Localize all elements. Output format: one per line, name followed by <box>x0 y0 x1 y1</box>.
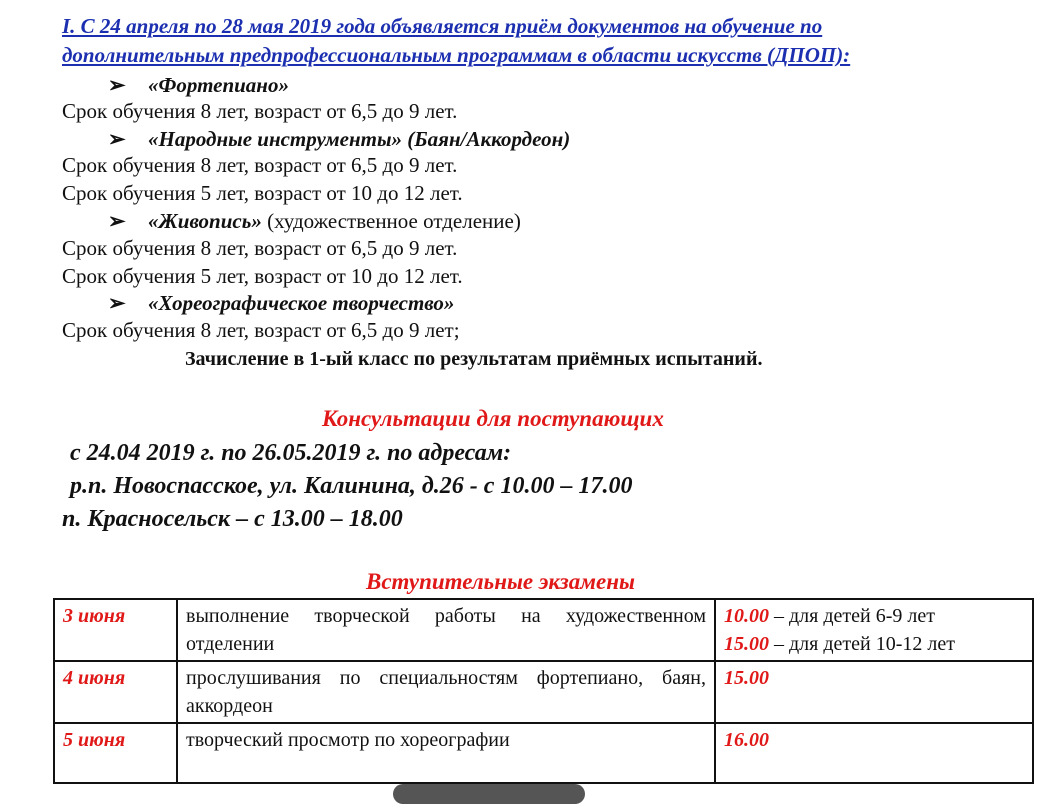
program-painting <box>108 209 521 234</box>
arrow-bullet-icon: ➢ <box>108 127 126 151</box>
program-term: Срок обучения 5 лет, возраст от 10 до 12 лет. <box>62 264 463 288</box>
enrollment-note: Зачисление в 1-ый класс по результатам приёмных испытаний. <box>185 348 763 370</box>
exam-date: 5 июня <box>54 723 177 783</box>
exam-time-line <box>724 602 1024 630</box>
program-note: (художественное отделение) <box>261 209 521 233</box>
program-term: Срок обучения 8 лет, возраст от 6,5 до 9 лет; <box>62 318 460 342</box>
time-value: 15.00 <box>724 667 769 689</box>
program-choreography <box>108 291 454 316</box>
arrow-bullet-icon: ➢ <box>108 291 126 315</box>
program-folk-instruments <box>108 127 570 152</box>
program-title: «Хореографическое творчество» <box>148 291 455 315</box>
program-term: Срок обучения 8 лет, возраст от 6,5 до 9 лет. <box>62 153 458 177</box>
time-value: 16.00 <box>724 729 769 751</box>
exam-time <box>715 599 1033 661</box>
exam-description: творческий просмотр по хореографии <box>177 723 715 783</box>
consultations-address-2: п. Красносельск – с 13.00 – 18.00 <box>62 506 403 532</box>
exam-time-line <box>724 630 1024 658</box>
table-row <box>54 723 1033 783</box>
exam-date: 3 июня <box>54 599 177 661</box>
exams-title: Вступительные экзамены <box>366 569 635 594</box>
program-title: «Фортепиано» <box>148 73 289 97</box>
exam-description: прослушивания по специальностям фортепиано, баян, аккордеон <box>177 661 715 723</box>
table-row <box>54 599 1033 661</box>
exam-description: выполнение творческой работы на художественном отделении <box>177 599 715 661</box>
exam-date: 4 июня <box>54 661 177 723</box>
scroll-handle[interactable] <box>393 784 585 804</box>
heading-line-2: дополнительным предпрофессиональным программам в области искусств (ДПОП): <box>62 43 851 67</box>
exam-time <box>715 723 1033 783</box>
time-value: 10.00 <box>724 605 769 627</box>
program-term: Срок обучения 5 лет, возраст от 10 до 12 лет. <box>62 181 463 205</box>
program-term: Срок обучения 8 лет, возраст от 6,5 до 9 лет. <box>62 236 458 260</box>
exam-time <box>715 661 1033 723</box>
program-term: Срок обучения 8 лет, возраст от 6,5 до 9 лет. <box>62 99 458 123</box>
time-note: – для детей 10-12 лет <box>769 633 955 655</box>
program-piano <box>108 73 289 98</box>
exams-table <box>53 598 1034 784</box>
time-value: 15.00 <box>724 633 769 655</box>
consultations-title: Консультации для поступающих <box>322 406 664 431</box>
arrow-bullet-icon: ➢ <box>108 209 126 233</box>
heading-line-1: I. С 24 апреля по 28 мая 2019 года объявляется приём документов на обучение по <box>62 14 823 38</box>
program-title: «Народные инструменты» (Баян/Аккордеон) <box>148 127 571 151</box>
program-title: «Живопись» <box>148 209 262 233</box>
table-row <box>54 661 1033 723</box>
arrow-bullet-icon: ➢ <box>108 73 126 97</box>
consultations-address-1: р.п. Новоспасское, ул. Калинина, д.26 - с 10.00 – 17.00 <box>70 473 633 499</box>
consultations-dates: с 24.04 2019 г. по 26.05.2019 г. по адресам: <box>70 440 512 466</box>
time-note: – для детей 6-9 лет <box>769 605 935 627</box>
